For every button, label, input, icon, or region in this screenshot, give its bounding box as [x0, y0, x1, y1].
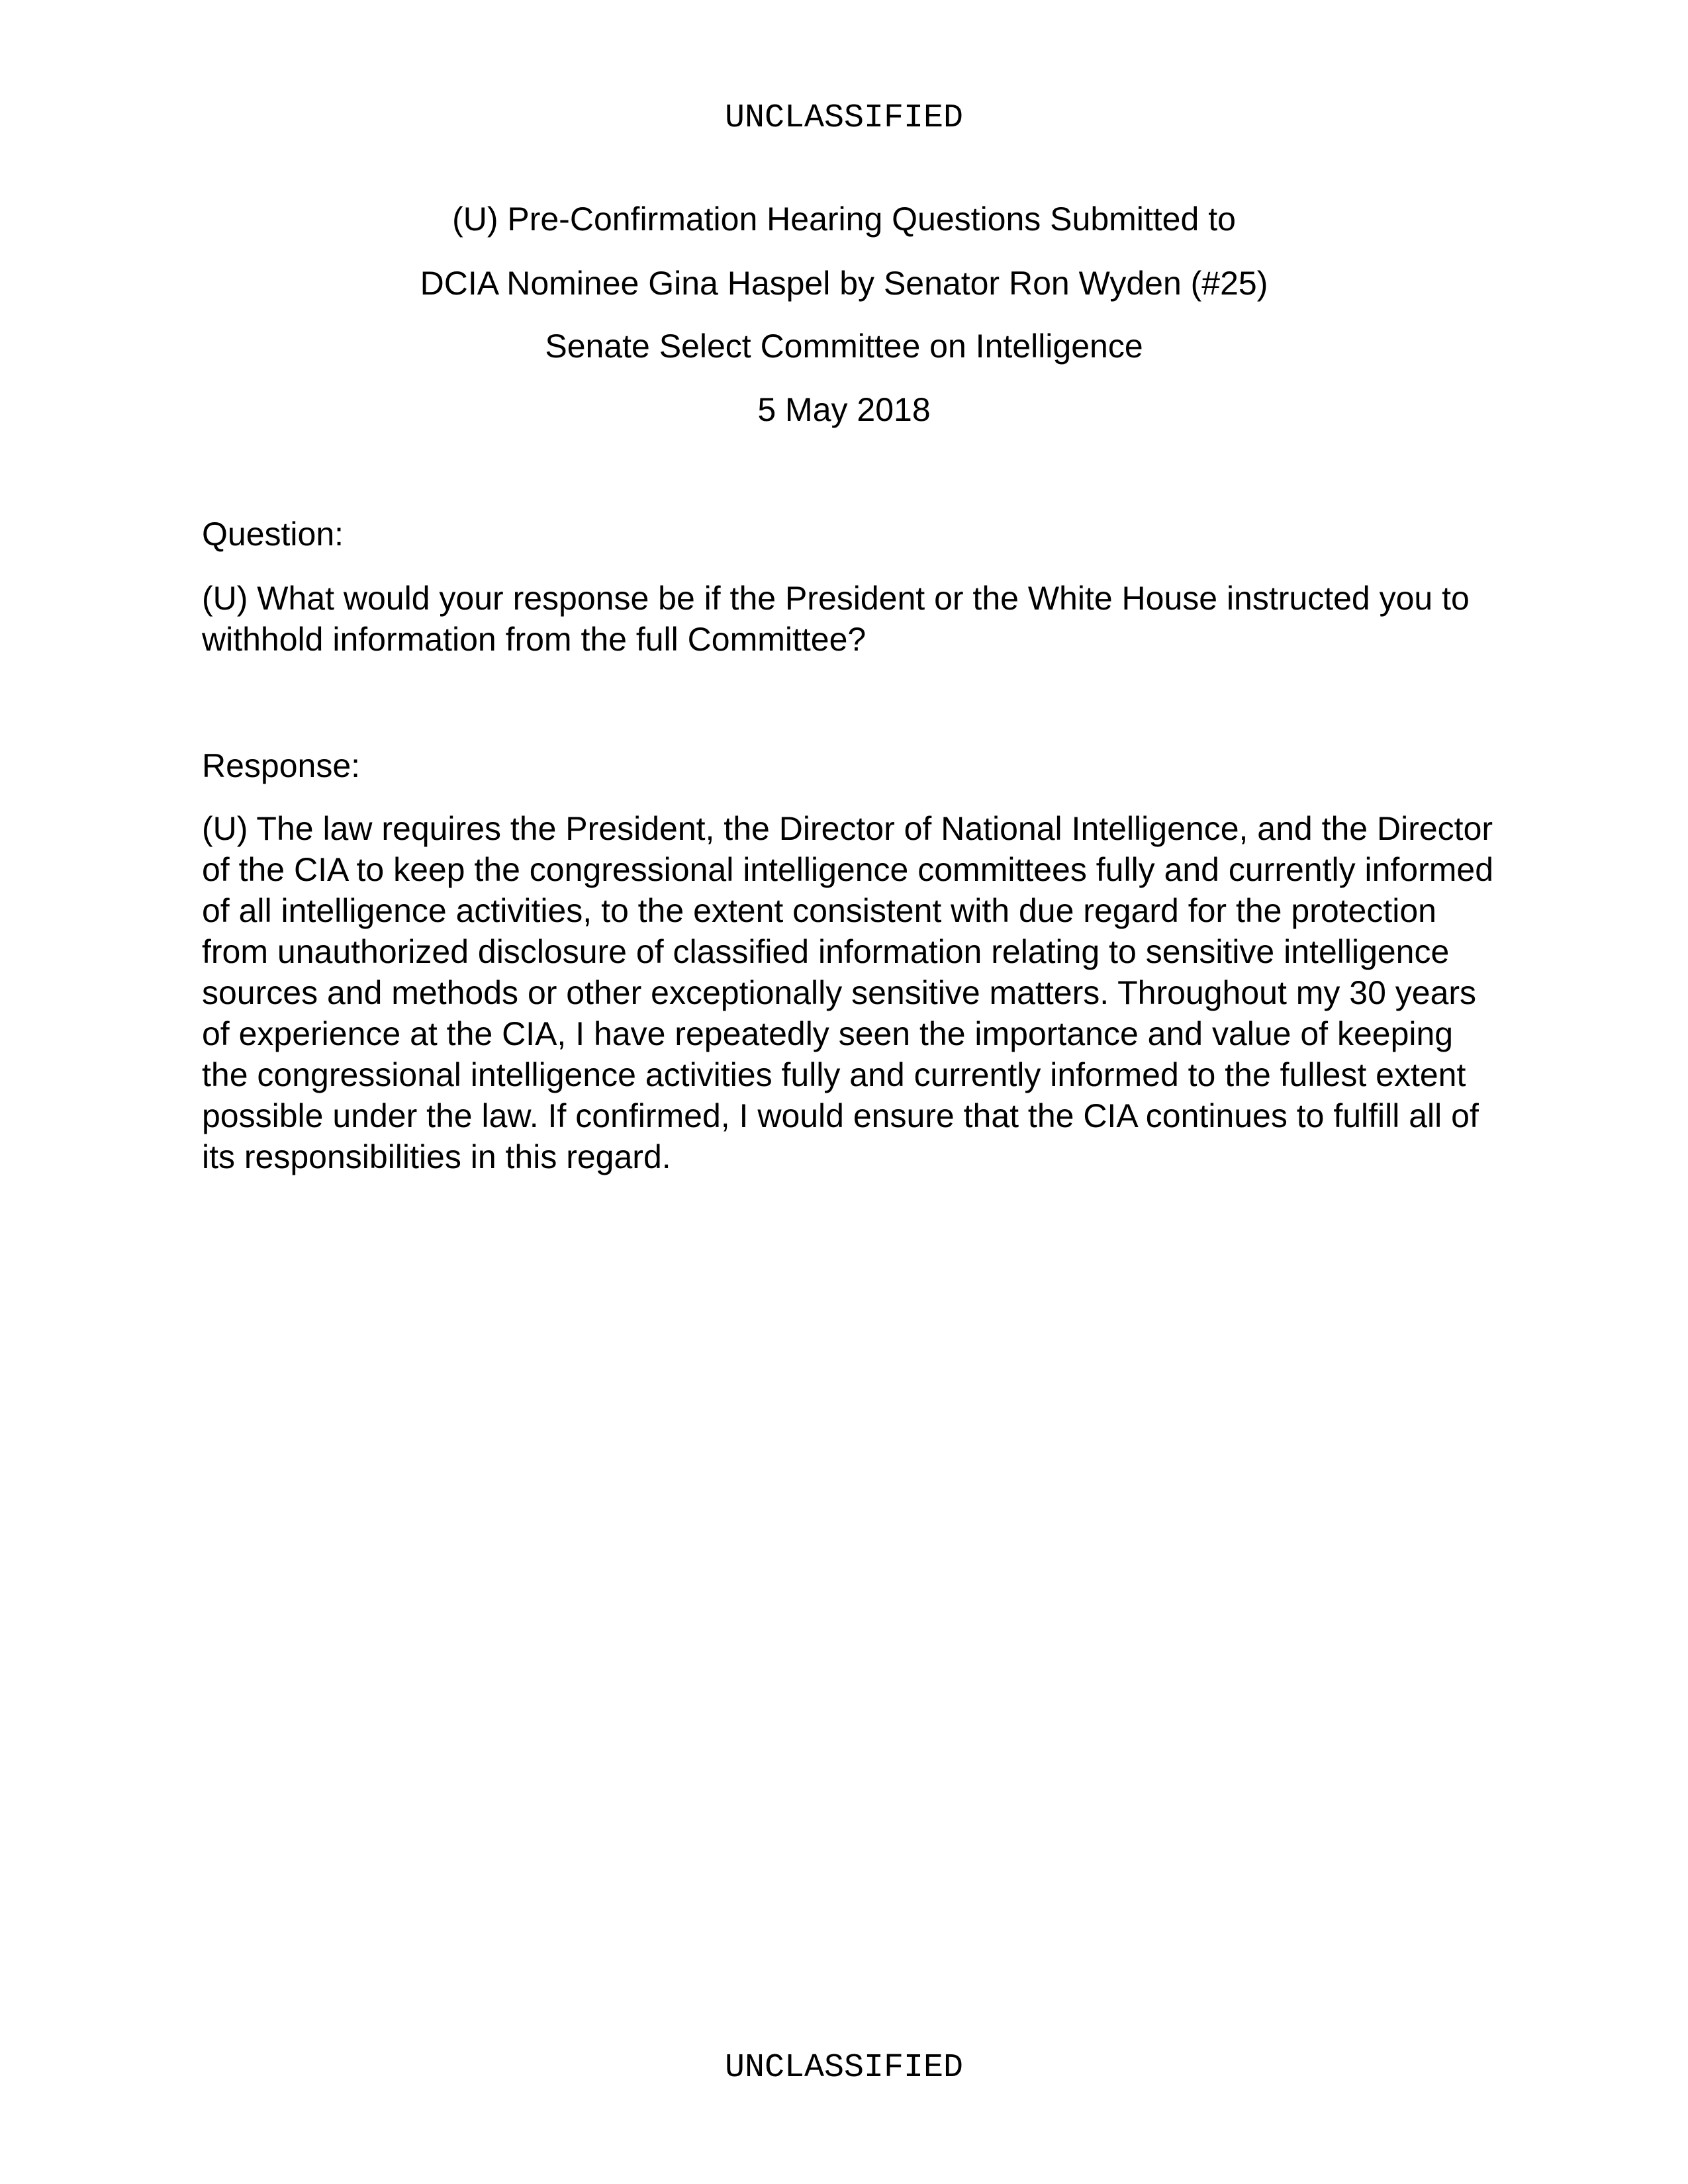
footer-classification: UNCLASSIFIED: [724, 2049, 964, 2087]
question-label: Question:: [202, 516, 344, 553]
title-line: (U) Pre-Confirmation Hearing Questions Submitted to: [452, 201, 1236, 238]
question-text: (U) What would your response be if the President or the White House instructed you to withhold information from the full Committee?: [202, 580, 1470, 658]
header-classification: UNCLASSIFIED: [724, 99, 964, 137]
title-line: DCIA Nominee Gina Haspel by Senator Ron Wyden (#25): [420, 265, 1268, 302]
response-label: Response:: [202, 747, 361, 784]
response-text: (U) The law requires the President, the Director of National Intelligence, and the Director of the CIA to keep the congressional intelligence committees fully and currently informed of all intelligence activities, to the extent consistent with due regard for the protection from unauthorized disclosure of classified information relating to sensitive intelligence sources and methods or other exceptionally sensitive matters. Throughout my 30 years of experience at the CIA, I have repeatedly seen the importance and value of keeping the congressional intelligence activities fully and currently informed to the fullest extent possible under the law. If confirmed, I would ensure that the CIA continues to fulfill all of its responsibilities in this regard.: [202, 810, 1494, 1175]
title-line: Senate Select Committee on Intelligence: [545, 328, 1143, 365]
title-date: 5 May 2018: [757, 391, 931, 428]
